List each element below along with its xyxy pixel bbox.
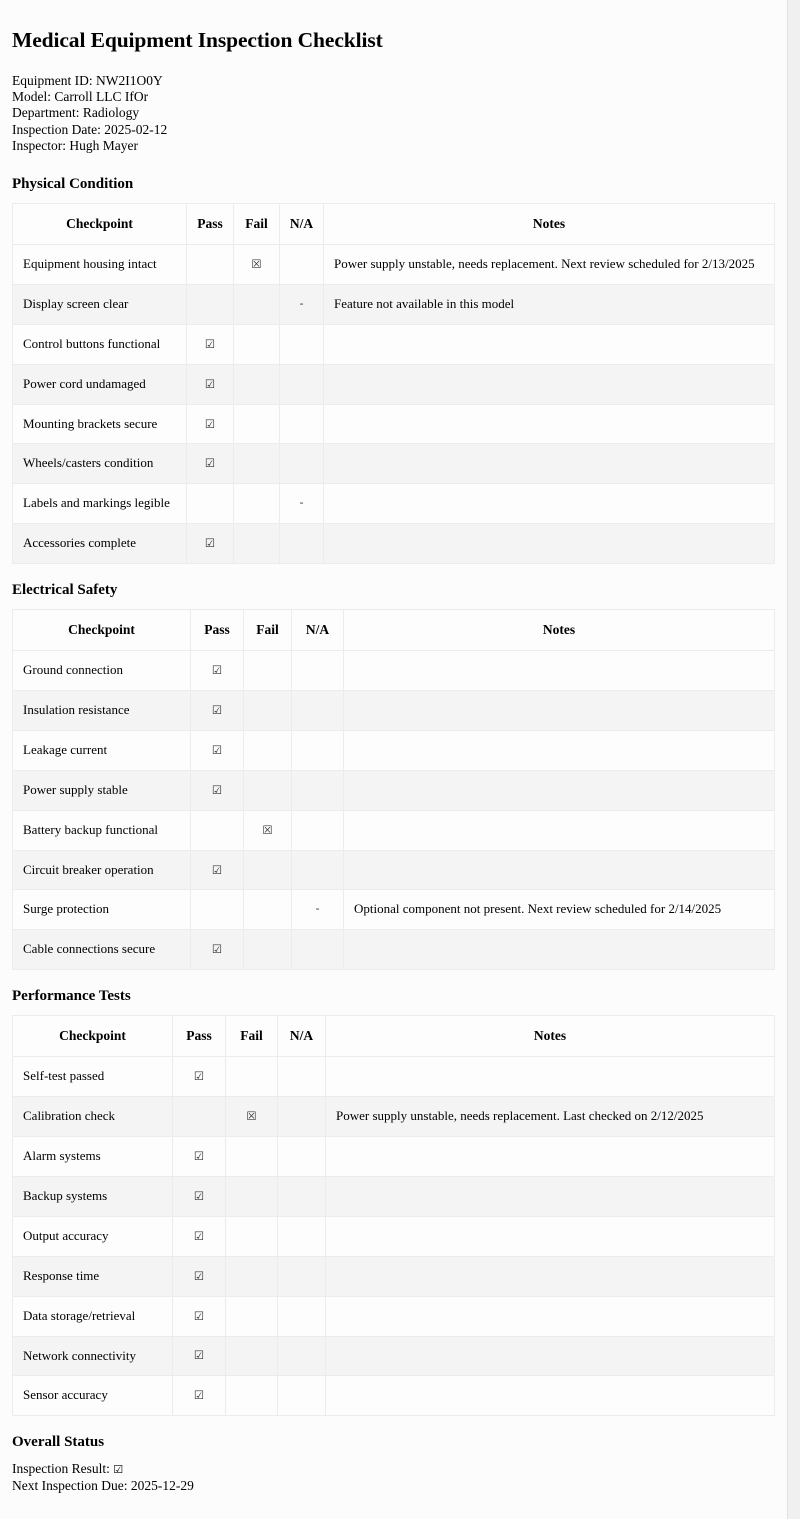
cell-fail-mark[interactable]: ☒: [234, 245, 280, 285]
cell-checkpoint: Mounting brackets secure: [13, 404, 187, 444]
cell-notes: Feature not available in this model: [324, 284, 775, 324]
inspection-date-line: Inspection Date: 2025-02-12: [12, 121, 168, 137]
cell-pass-mark[interactable]: ☑: [191, 730, 244, 770]
cell-checkpoint: Response time: [13, 1256, 173, 1296]
column-header-pass: Pass: [191, 610, 244, 651]
model-line: Model: Carroll LLC IfOr: [12, 89, 149, 105]
cell-pass-mark[interactable]: ☑: [187, 324, 234, 364]
cell-checkpoint: Power supply stable: [13, 770, 191, 810]
table-row: [13, 284, 775, 324]
cell-fail-mark[interactable]: [226, 1376, 278, 1416]
cell-pass-mark[interactable]: ☑: [173, 1137, 226, 1177]
column-header-checkpoint: Checkpoint: [13, 204, 187, 245]
table-row: [13, 1137, 775, 1177]
cell-pass-mark[interactable]: ☑: [187, 364, 234, 404]
column-header-checkpoint: Checkpoint: [13, 1016, 173, 1057]
cell-fail-mark[interactable]: [234, 324, 280, 364]
cell-notes: [344, 691, 775, 731]
cell-fail-mark[interactable]: [226, 1256, 278, 1296]
cell-fail-mark[interactable]: [234, 524, 280, 564]
table-row: [13, 691, 775, 731]
cell-na-mark[interactable]: [278, 1176, 326, 1216]
cell-checkpoint: Control buttons functional: [13, 324, 187, 364]
cell-pass-mark[interactable]: ☑: [173, 1216, 226, 1256]
table-body-performance-tests: [13, 1057, 775, 1416]
cell-notes: [324, 484, 775, 524]
inspector-line: Inspector: Hugh Mayer: [12, 137, 138, 153]
cell-fail-mark[interactable]: [226, 1176, 278, 1216]
table-row: [13, 770, 775, 810]
cell-checkpoint: Accessories complete: [13, 524, 187, 564]
cell-pass-mark[interactable]: ☑: [191, 691, 244, 731]
cell-checkpoint: Cable connections secure: [13, 930, 191, 970]
cell-pass-mark[interactable]: ☑: [173, 1296, 226, 1336]
checklist-table-performance-tests: [12, 1015, 775, 1416]
cell-notes: [326, 1137, 775, 1177]
cell-checkpoint: Data storage/retrieval: [13, 1296, 173, 1336]
table-header-row: [13, 204, 775, 245]
department-line: Department: Radiology: [12, 105, 140, 121]
cell-checkpoint: Power cord undamaged: [13, 364, 187, 404]
table-row: [13, 1176, 775, 1216]
cell-notes: Optional component not present. Next review scheduled for 2/14/2025: [344, 890, 775, 930]
cell-pass-mark[interactable]: [191, 890, 244, 930]
overall-status-block: [12, 1461, 775, 1518]
inspection-result-label: Inspection Result:: [12, 1461, 110, 1477]
cell-notes: Power supply unstable, needs replacement. Last checked on 2/12/2025: [326, 1097, 775, 1137]
column-header-fail: Fail: [234, 204, 280, 245]
table-row: [13, 245, 775, 285]
table-body-physical-condition: [13, 245, 775, 564]
checked-box-icon: ☑: [113, 1463, 124, 1477]
cell-notes: [324, 524, 775, 564]
section-title-physical-condition: Physical Condition: [12, 176, 134, 193]
table-row: [13, 850, 775, 890]
table-row: [13, 404, 775, 444]
cell-notes: [326, 1216, 775, 1256]
table-row: [13, 651, 775, 691]
cell-na-mark[interactable]: [278, 1216, 326, 1256]
column-header-pass: Pass: [187, 204, 234, 245]
equipment-id-line: Equipment ID: NW2I1O0Y: [12, 73, 163, 88]
cell-na-mark[interactable]: [280, 364, 324, 404]
table-row: [13, 1097, 775, 1137]
cell-na-mark[interactable]: [280, 444, 324, 484]
cell-notes: [344, 810, 775, 850]
cell-notes: Power supply unstable, needs replacement. Next review scheduled for 2/13/2025: [324, 245, 775, 285]
checklist-table-physical-condition: [12, 203, 775, 564]
column-header-fail: Fail: [244, 610, 292, 651]
cell-na-mark[interactable]: [280, 245, 324, 285]
cell-fail-mark[interactable]: [226, 1296, 278, 1336]
column-header-notes: Notes: [344, 610, 775, 651]
table-row: [13, 1256, 775, 1296]
table-row: [13, 444, 775, 484]
table-row: [13, 890, 775, 930]
cell-checkpoint: Insulation resistance: [13, 691, 191, 731]
cell-fail-mark[interactable]: ☒: [244, 810, 292, 850]
cell-fail-mark[interactable]: [234, 364, 280, 404]
cell-checkpoint: Sensor accuracy: [13, 1376, 173, 1416]
cell-checkpoint: Equipment housing intact: [13, 245, 187, 285]
column-header-notes: Notes: [324, 204, 775, 245]
cell-fail-mark[interactable]: [244, 651, 292, 691]
table-row: [13, 1336, 775, 1376]
cell-notes: [324, 324, 775, 364]
cell-fail-mark[interactable]: [226, 1216, 278, 1256]
cell-fail-mark[interactable]: [244, 850, 292, 890]
cell-na-mark[interactable]: [280, 404, 324, 444]
cell-checkpoint: Leakage current: [13, 730, 191, 770]
column-header-na: N/A: [292, 610, 344, 651]
table-row: [13, 810, 775, 850]
cell-pass-mark[interactable]: [187, 245, 234, 285]
cell-notes: [344, 651, 775, 691]
column-header-fail: Fail: [226, 1016, 278, 1057]
cell-na-mark[interactable]: [278, 1336, 326, 1376]
cell-notes: [324, 364, 775, 404]
cell-notes: [326, 1176, 775, 1216]
table-row: [13, 1296, 775, 1336]
cell-na-mark[interactable]: -: [280, 484, 324, 524]
cell-pass-mark[interactable]: ☑: [191, 651, 244, 691]
column-header-na: N/A: [280, 204, 324, 245]
cell-na-mark[interactable]: -: [280, 284, 324, 324]
cell-fail-mark[interactable]: [234, 284, 280, 324]
table-row: [13, 484, 775, 524]
cell-checkpoint: Wheels/casters condition: [13, 444, 187, 484]
cell-na-mark[interactable]: [292, 770, 344, 810]
cell-pass-mark[interactable]: [191, 810, 244, 850]
cell-na-mark[interactable]: -: [292, 890, 344, 930]
section-title-performance-tests: Performance Tests: [12, 988, 131, 1005]
cell-pass-mark[interactable]: ☑: [173, 1057, 226, 1097]
cell-notes: [326, 1296, 775, 1336]
cell-pass-mark[interactable]: ☑: [173, 1376, 226, 1416]
section-title-overall-status: Overall Status: [12, 1434, 105, 1451]
cell-na-mark[interactable]: [278, 1296, 326, 1336]
table-row: [13, 324, 775, 364]
cell-notes: [326, 1336, 775, 1376]
cell-notes: [344, 770, 775, 810]
cell-na-mark[interactable]: [278, 1137, 326, 1177]
cell-pass-mark[interactable]: [173, 1097, 226, 1137]
cell-pass-mark[interactable]: ☑: [191, 930, 244, 970]
cell-notes: [326, 1376, 775, 1416]
cell-pass-mark[interactable]: ☑: [191, 850, 244, 890]
cell-na-mark[interactable]: [292, 850, 344, 890]
table-row: [13, 730, 775, 770]
cell-pass-mark[interactable]: ☑: [187, 524, 234, 564]
cell-pass-mark[interactable]: ☑: [191, 770, 244, 810]
cell-notes: [344, 730, 775, 770]
cell-na-mark[interactable]: [278, 1097, 326, 1137]
cell-fail-mark[interactable]: [226, 1336, 278, 1376]
cell-pass-mark[interactable]: ☑: [173, 1256, 226, 1296]
cell-na-mark[interactable]: [280, 524, 324, 564]
cell-checkpoint: Labels and markings legible: [13, 484, 187, 524]
page-title: Medical Equipment Inspection Checklist: [12, 28, 383, 52]
table-body-electrical-safety: [13, 651, 775, 970]
cell-na-mark[interactable]: [278, 1376, 326, 1416]
cell-fail-mark[interactable]: [234, 404, 280, 444]
cell-fail-mark[interactable]: [244, 770, 292, 810]
column-header-pass: Pass: [173, 1016, 226, 1057]
cell-notes: [324, 444, 775, 484]
table-header-row: [13, 1016, 775, 1057]
cell-fail-mark[interactable]: [244, 930, 292, 970]
column-header-notes: Notes: [326, 1016, 775, 1057]
cell-pass-mark[interactable]: ☑: [187, 444, 234, 484]
cell-na-mark[interactable]: [278, 1256, 326, 1296]
cell-na-mark[interactable]: [280, 324, 324, 364]
section-title-electrical-safety: Electrical Safety: [12, 582, 118, 599]
cell-checkpoint: Circuit breaker operation: [13, 850, 191, 890]
cell-checkpoint: Ground connection: [13, 651, 191, 691]
cell-na-mark[interactable]: [292, 691, 344, 731]
cell-pass-mark[interactable]: ☑: [187, 404, 234, 444]
cell-fail-mark[interactable]: [226, 1057, 278, 1097]
checklist-table-electrical-safety: [12, 609, 775, 970]
cell-na-mark[interactable]: [292, 651, 344, 691]
cell-pass-mark[interactable]: ☑: [173, 1336, 226, 1376]
cell-fail-mark[interactable]: [234, 484, 280, 524]
equipment-metadata: [12, 73, 775, 154]
cell-notes: [344, 930, 775, 970]
cell-pass-mark[interactable]: ☑: [173, 1176, 226, 1216]
cell-fail-mark[interactable]: [244, 691, 292, 731]
cell-pass-mark[interactable]: [187, 284, 234, 324]
cell-checkpoint: Display screen clear: [13, 284, 187, 324]
table-row: [13, 364, 775, 404]
cell-fail-mark[interactable]: ☒: [226, 1097, 278, 1137]
cell-checkpoint: Battery backup functional: [13, 810, 191, 850]
column-header-checkpoint: Checkpoint: [13, 610, 191, 651]
cell-checkpoint: Surge protection: [13, 890, 191, 930]
cell-fail-mark[interactable]: [234, 444, 280, 484]
cell-na-mark[interactable]: [292, 810, 344, 850]
table-header-row: [13, 610, 775, 651]
cell-notes: [324, 404, 775, 444]
cell-fail-mark[interactable]: [244, 890, 292, 930]
cell-fail-mark[interactable]: [244, 730, 292, 770]
cell-checkpoint: Backup systems: [13, 1176, 173, 1216]
table-row: [13, 1376, 775, 1416]
cell-na-mark[interactable]: [278, 1057, 326, 1097]
table-row: [13, 1057, 775, 1097]
cell-notes: [326, 1057, 775, 1097]
table-row: [13, 930, 775, 970]
next-inspection-due-line: Next Inspection Due: 2025-12-29: [12, 1478, 194, 1494]
cell-na-mark[interactable]: [292, 930, 344, 970]
cell-pass-mark[interactable]: [187, 484, 234, 524]
cell-checkpoint: Output accuracy: [13, 1216, 173, 1256]
column-header-na: N/A: [278, 1016, 326, 1057]
cell-notes: [326, 1256, 775, 1296]
table-row: [13, 524, 775, 564]
cell-checkpoint: Calibration check: [13, 1097, 173, 1137]
cell-checkpoint: Self-test passed: [13, 1057, 173, 1097]
table-row: [13, 1216, 775, 1256]
cell-checkpoint: Alarm systems: [13, 1137, 173, 1177]
cell-notes: [344, 850, 775, 890]
inspection-result-line: [12, 1461, 775, 1478]
cell-na-mark[interactable]: [292, 730, 344, 770]
cell-fail-mark[interactable]: [226, 1137, 278, 1177]
cell-checkpoint: Network connectivity: [13, 1336, 173, 1376]
